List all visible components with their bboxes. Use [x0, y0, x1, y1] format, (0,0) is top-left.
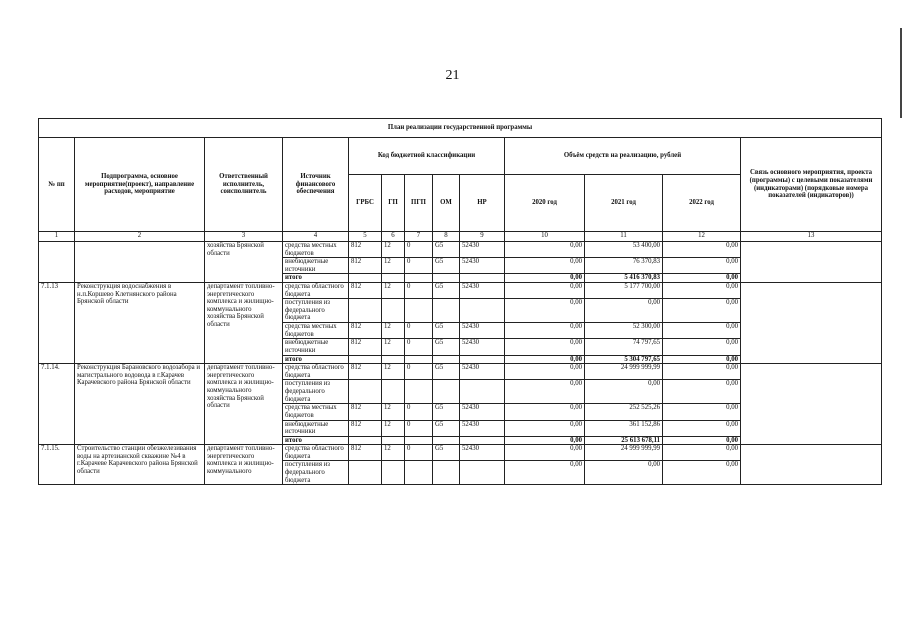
column-number: 13 [741, 232, 882, 242]
ir-cell: 52430 [460, 282, 505, 298]
om-cell: G5 [433, 258, 460, 274]
om-cell: G5 [433, 404, 460, 420]
y2020-cell: 0,00 [505, 436, 585, 445]
grbs-cell [349, 461, 382, 485]
column-number: 9 [460, 232, 505, 242]
gp-cell [382, 461, 405, 485]
pgp-cell [405, 274, 433, 283]
header-om: ОМ [433, 175, 460, 232]
ir-cell [460, 461, 505, 485]
y2020-cell: 0,00 [505, 274, 585, 283]
table-row [39, 242, 882, 258]
grbs-cell: 812 [349, 242, 382, 258]
ir-cell: 52430 [460, 258, 505, 274]
gp-cell: 12 [382, 404, 405, 420]
item-name: Реконструкция водоснабжения в н.п.Коршево Клетнянского района Брянской области [75, 282, 205, 363]
grbs-cell: 812 [349, 323, 382, 339]
link-cell [741, 445, 882, 485]
column-number: 8 [433, 232, 460, 242]
ir-cell [460, 299, 505, 323]
header-source: Источник финансового обеспечения [283, 138, 349, 232]
table-title: План реализации государственной программы [39, 119, 882, 138]
grbs-cell: 812 [349, 445, 382, 461]
header-2020: 2020 год [505, 175, 585, 232]
ir-cell: 52430 [460, 323, 505, 339]
header-gp: ГП [382, 175, 405, 232]
grbs-cell: 812 [349, 364, 382, 380]
item-number: 7.1.13 [39, 282, 75, 363]
y2022-cell: 0,00 [663, 274, 741, 283]
link-cell [741, 364, 882, 445]
pgp-cell [405, 299, 433, 323]
item-name: Реконструкция Барановского водозабора и магистрального водовода в г.Карачев Карачевского района Брянской области [75, 364, 205, 445]
source-cell: итого [283, 436, 349, 445]
gp-cell [382, 299, 405, 323]
source-cell: внебюджетные источники [283, 420, 349, 436]
pgp-cell: 0 [405, 339, 433, 355]
y2021-cell: 74 797,65 [585, 339, 663, 355]
y2020-cell: 0,00 [505, 323, 585, 339]
y2022-cell: 0,00 [663, 404, 741, 420]
om-cell: G5 [433, 242, 460, 258]
grbs-cell [349, 274, 382, 283]
y2021-cell: 24 999 999,99 [585, 364, 663, 380]
gp-cell: 12 [382, 242, 405, 258]
ir-cell [460, 355, 505, 364]
column-number: 2 [75, 232, 205, 242]
grbs-cell: 812 [349, 404, 382, 420]
y2022-cell: 0,00 [663, 380, 741, 404]
column-number: 7 [405, 232, 433, 242]
grbs-cell: 812 [349, 258, 382, 274]
item-name: Строительство станции обезжелезивания воды на артезианской скважине №4 в г.Карачеве Карачевского района Брянской области [75, 445, 205, 485]
header-num: № пп [39, 138, 75, 232]
column-number: 10 [505, 232, 585, 242]
y2020-cell: 0,00 [505, 461, 585, 485]
y2020-cell: 0,00 [505, 420, 585, 436]
column-number: 6 [382, 232, 405, 242]
pgp-cell: 0 [405, 258, 433, 274]
pgp-cell: 0 [405, 242, 433, 258]
pgp-cell [405, 436, 433, 445]
y2020-cell: 0,00 [505, 380, 585, 404]
y2020-cell: 0,00 [505, 339, 585, 355]
y2022-cell: 0,00 [663, 242, 741, 258]
header-subprogram: Подпрограмма, основное мероприятие(проект), направление расходов, мероприятие [75, 138, 205, 232]
gp-cell: 12 [382, 258, 405, 274]
pgp-cell: 0 [405, 420, 433, 436]
y2022-cell: 0,00 [663, 436, 741, 445]
header-link: Связь основного мероприятия, проекта (программы) с целевыми показателями (индикаторами) (порядковые номера показателей (индикаторов)) [741, 138, 882, 232]
table-header [39, 119, 882, 242]
source-cell: итого [283, 355, 349, 364]
om-cell: G5 [433, 420, 460, 436]
y2022-cell: 0,00 [663, 445, 741, 461]
y2022-cell: 0,00 [663, 258, 741, 274]
grbs-cell: 812 [349, 420, 382, 436]
gp-cell: 12 [382, 445, 405, 461]
y2021-cell: 24 999 999,99 [585, 445, 663, 461]
header-pgp: ПГП [405, 175, 433, 232]
y2021-cell: 5 177 700,00 [585, 282, 663, 298]
pgp-cell [405, 380, 433, 404]
table-row [39, 282, 882, 298]
column-number: 1 [39, 232, 75, 242]
link-cell [741, 242, 882, 283]
pgp-cell: 0 [405, 282, 433, 298]
y2022-cell: 0,00 [663, 339, 741, 355]
header-responsible: Ответственный исполнитель, соисполнитель [205, 138, 283, 232]
item-number: 7.1.15. [39, 445, 75, 485]
y2021-cell: 52 300,00 [585, 323, 663, 339]
source-cell: средства местных бюджетов [283, 242, 349, 258]
y2022-cell: 0,00 [663, 299, 741, 323]
page-number: 21 [445, 68, 460, 83]
y2021-cell: 5 416 370,83 [585, 274, 663, 283]
item-number: 7.1.14. [39, 364, 75, 445]
link-cell [741, 282, 882, 363]
ir-cell: 52430 [460, 404, 505, 420]
y2020-cell: 0,00 [505, 364, 585, 380]
ir-cell [460, 380, 505, 404]
y2021-cell: 0,00 [585, 461, 663, 485]
gp-cell: 12 [382, 420, 405, 436]
source-cell: средства областного бюджета [283, 445, 349, 461]
om-cell: G5 [433, 364, 460, 380]
y2021-cell: 25 613 678,11 [585, 436, 663, 445]
source-cell: средства местных бюджетов [283, 404, 349, 420]
program-plan-table [38, 118, 882, 485]
source-cell: поступления из федерального бюджета [283, 299, 349, 323]
grbs-cell [349, 355, 382, 364]
y2021-cell: 252 525,26 [585, 404, 663, 420]
ir-cell [460, 436, 505, 445]
gp-cell: 12 [382, 364, 405, 380]
header-grbs: ГРБС [349, 175, 382, 232]
y2020-cell: 0,00 [505, 445, 585, 461]
gp-cell: 12 [382, 323, 405, 339]
om-cell: G5 [433, 445, 460, 461]
y2020-cell: 0,00 [505, 258, 585, 274]
y2020-cell: 0,00 [505, 404, 585, 420]
header-budget-code: Код бюджетной классификации [349, 138, 505, 175]
y2022-cell: 0,00 [663, 461, 741, 485]
source-cell: средства областного бюджета [283, 282, 349, 298]
ir-cell: 52430 [460, 420, 505, 436]
grbs-cell [349, 380, 382, 404]
pgp-cell [405, 355, 433, 364]
header-ir: НР [460, 175, 505, 232]
column-number: 12 [663, 232, 741, 242]
gp-cell [382, 436, 405, 445]
y2022-cell: 0,00 [663, 323, 741, 339]
gp-cell [382, 355, 405, 364]
table-row [39, 445, 882, 461]
y2022-cell: 0,00 [663, 364, 741, 380]
grbs-cell [349, 436, 382, 445]
gp-cell [382, 380, 405, 404]
responsible-cell: хозяйства Брянской области [205, 242, 283, 283]
source-cell: средства областного бюджета [283, 364, 349, 380]
header-funds: Объём средств на реализацию, рублей [505, 138, 741, 175]
om-cell [433, 380, 460, 404]
source-cell: средства местных бюджетов [283, 323, 349, 339]
ir-cell: 52430 [460, 242, 505, 258]
responsible-cell: департамент топливно-энергетического комплекса и жилищно-коммунального хозяйства Брянской области [205, 364, 283, 445]
y2022-cell: 0,00 [663, 282, 741, 298]
om-cell [433, 355, 460, 364]
grbs-cell [349, 299, 382, 323]
scan-edge-mark [900, 28, 902, 118]
om-cell [433, 299, 460, 323]
responsible-cell: департамент топливно-энергетического комплекса и жилищно-коммунального [205, 445, 283, 485]
gp-cell [382, 274, 405, 283]
ir-cell: 52430 [460, 339, 505, 355]
om-cell [433, 436, 460, 445]
num-cell [39, 242, 75, 283]
y2022-cell: 0,00 [663, 355, 741, 364]
grbs-cell: 812 [349, 339, 382, 355]
source-cell: итого [283, 274, 349, 283]
y2021-cell: 76 370,83 [585, 258, 663, 274]
pgp-cell: 0 [405, 445, 433, 461]
y2022-cell: 0,00 [663, 420, 741, 436]
header-2022: 2022 год [663, 175, 741, 232]
source-cell: поступления из федерального бюджета [283, 380, 349, 404]
om-cell: G5 [433, 323, 460, 339]
pgp-cell: 0 [405, 364, 433, 380]
pgp-cell: 0 [405, 323, 433, 339]
y2021-cell: 361 152,86 [585, 420, 663, 436]
gp-cell: 12 [382, 339, 405, 355]
om-cell [433, 461, 460, 485]
y2021-cell: 53 400,00 [585, 242, 663, 258]
responsible-cell: департамент топливно-энергетического комплекса и жилищно-коммунального хозяйства Брянской области [205, 282, 283, 363]
table-row [39, 364, 882, 380]
y2020-cell: 0,00 [505, 299, 585, 323]
ir-cell [460, 274, 505, 283]
y2020-cell: 0,00 [505, 242, 585, 258]
column-number: 4 [283, 232, 349, 242]
header-2021: 2021 год [585, 175, 663, 232]
y2021-cell: 0,00 [585, 299, 663, 323]
name-cell [75, 242, 205, 283]
grbs-cell: 812 [349, 282, 382, 298]
source-cell: внебюджетные источники [283, 258, 349, 274]
pgp-cell [405, 461, 433, 485]
column-number: 11 [585, 232, 663, 242]
table-body [39, 242, 882, 485]
y2020-cell: 0,00 [505, 355, 585, 364]
y2020-cell: 0,00 [505, 282, 585, 298]
source-cell: поступления из федерального бюджета [283, 461, 349, 485]
column-number: 3 [205, 232, 283, 242]
ir-cell: 52430 [460, 364, 505, 380]
source-cell: внебюджетные источники [283, 339, 349, 355]
column-numbers-row [39, 232, 882, 242]
om-cell: G5 [433, 339, 460, 355]
y2021-cell: 0,00 [585, 380, 663, 404]
om-cell [433, 274, 460, 283]
ir-cell: 52430 [460, 445, 505, 461]
column-number: 5 [349, 232, 382, 242]
pgp-cell: 0 [405, 404, 433, 420]
gp-cell: 12 [382, 282, 405, 298]
om-cell: G5 [433, 282, 460, 298]
y2021-cell: 5 304 797,65 [585, 355, 663, 364]
